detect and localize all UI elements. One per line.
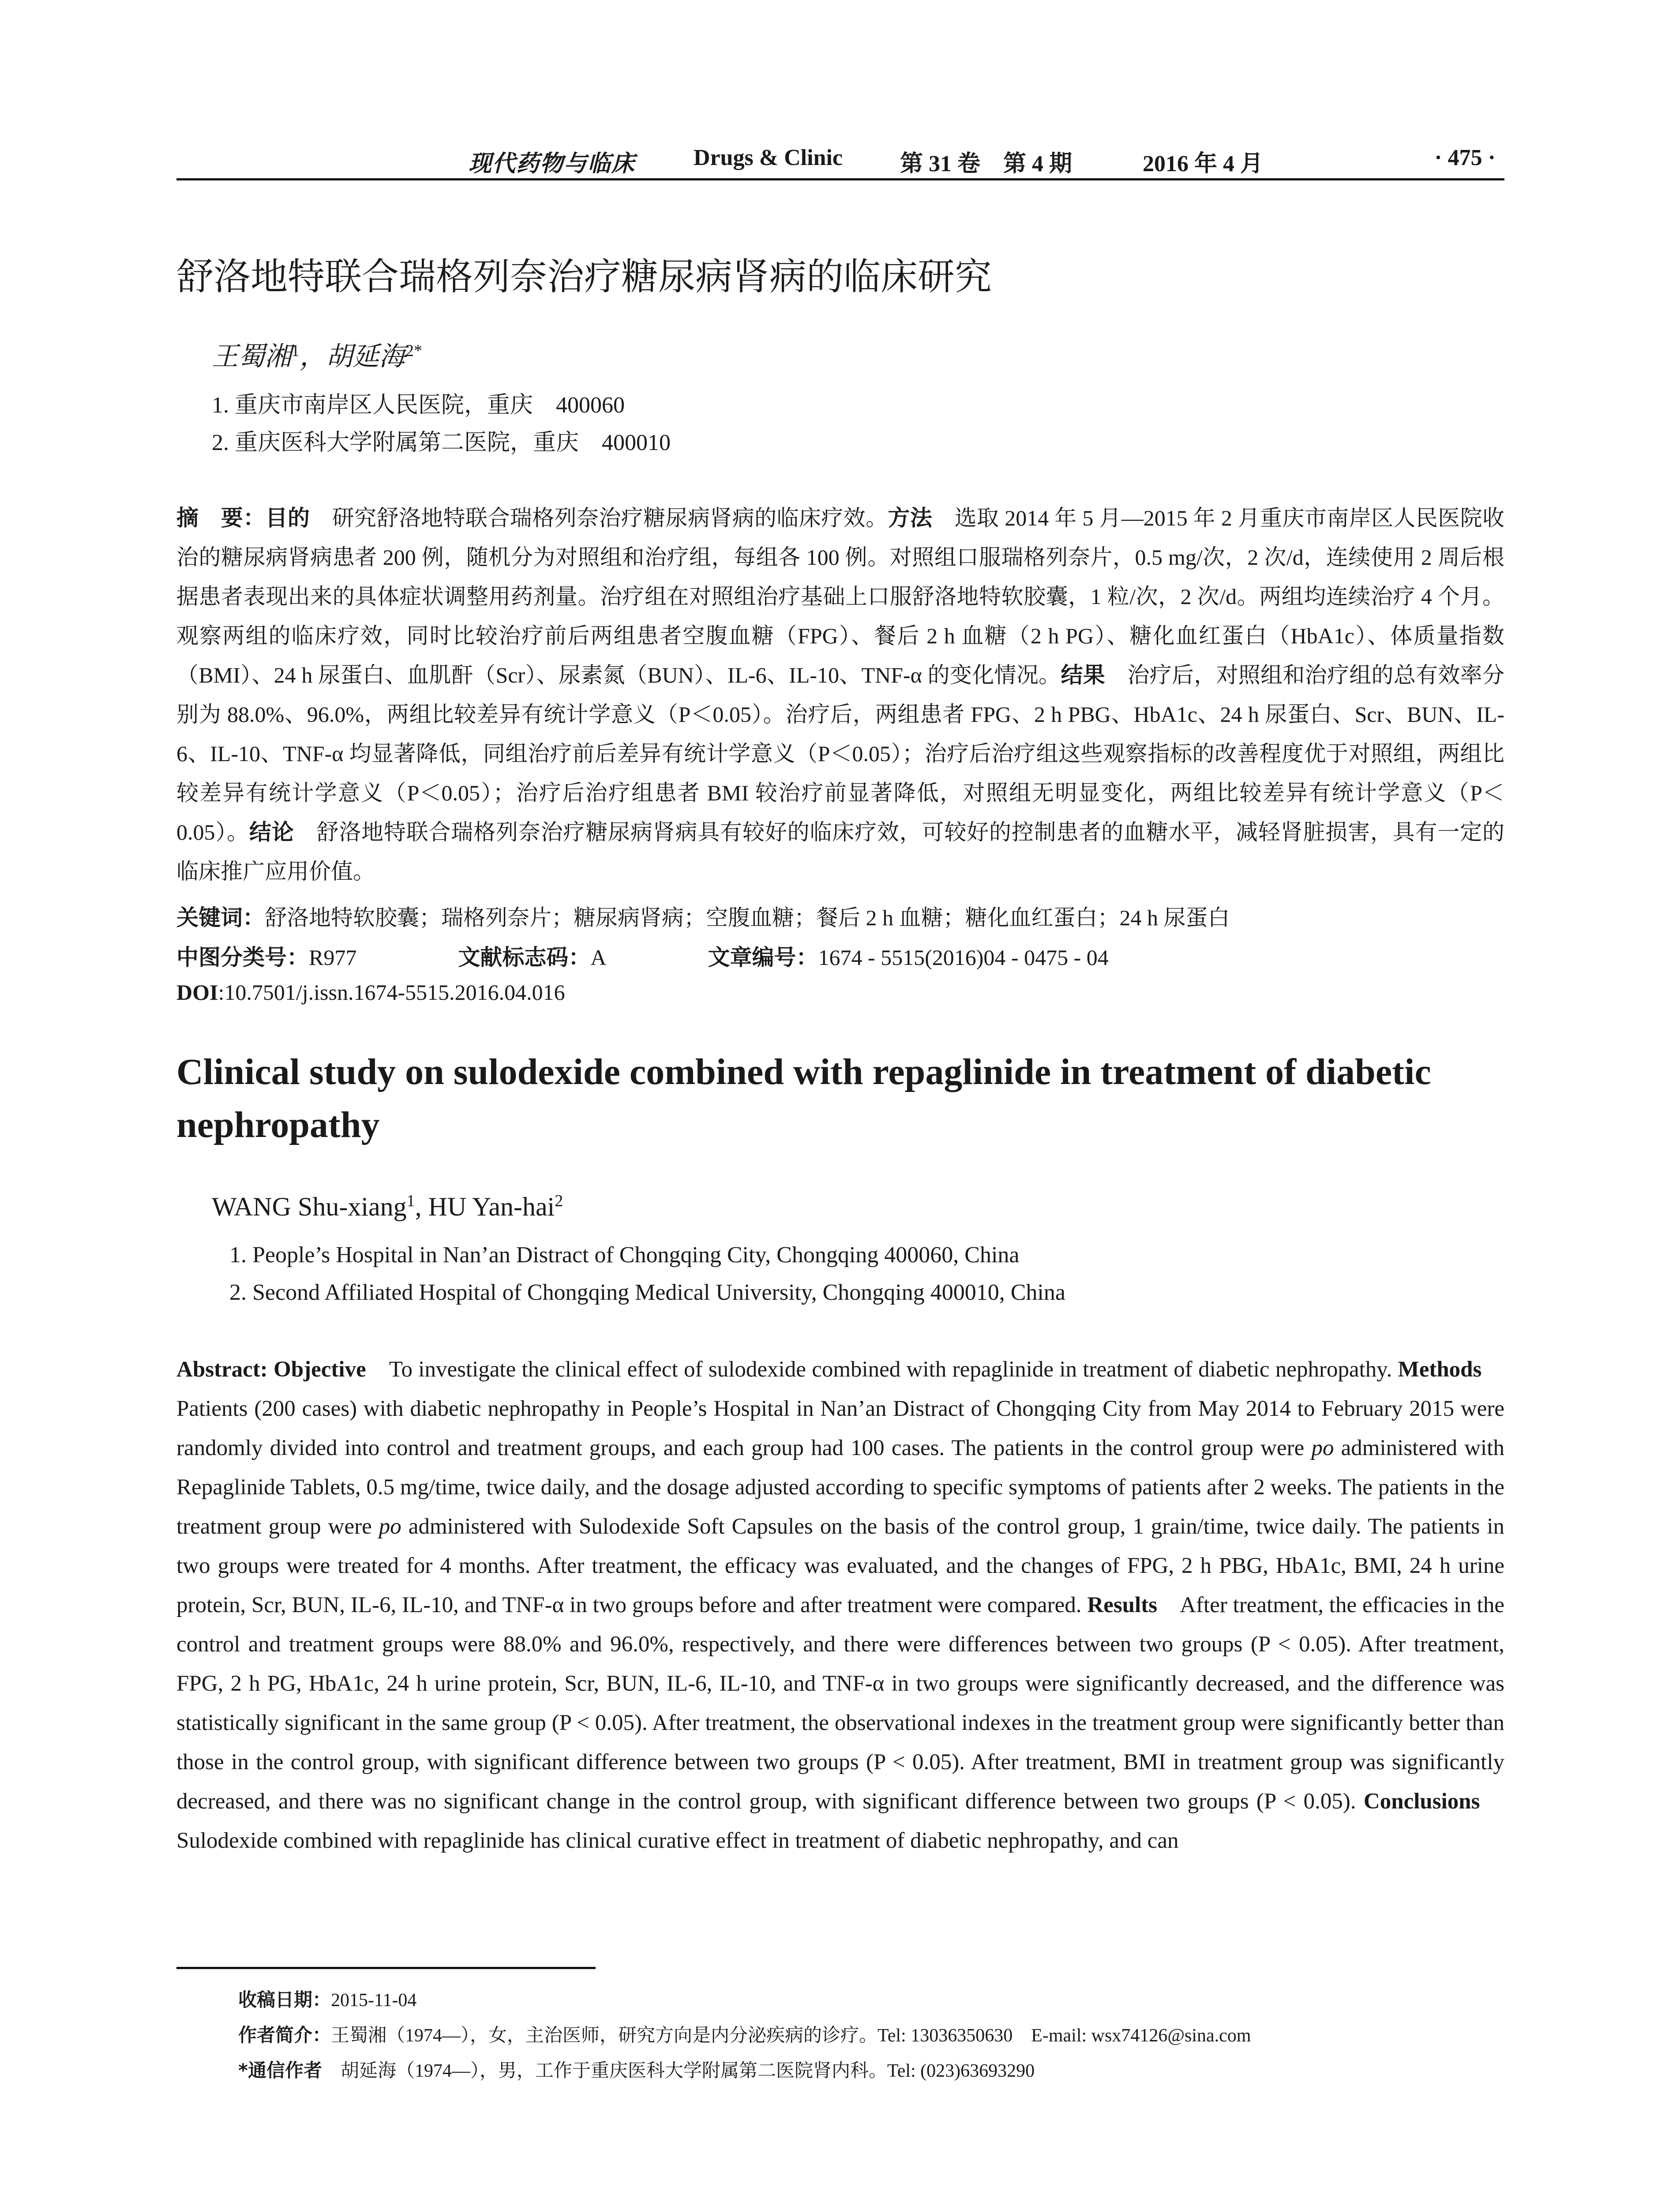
received-date: 2015-11-04 bbox=[331, 1990, 417, 2011]
doi-line bbox=[176, 979, 565, 1005]
affiliation-2-en: 2. Second Affiliated Hospital of Chongqing Medical University, Chongqing 400010, China bbox=[229, 1280, 1065, 1305]
author-separator: ， bbox=[300, 342, 326, 371]
affiliation-1-cn: 1. 重庆市南岸区人民医院，重庆 400060 bbox=[212, 393, 625, 418]
corresponding-author-label: *通信作者 bbox=[238, 2060, 322, 2081]
author-1-affiliation-mark: 1 bbox=[291, 341, 300, 360]
objective-text-cn: 研究舒洛地特联合瑞格列奈治疗糖尿病肾病的临床疗效。 bbox=[310, 506, 888, 530]
page-number: · 475 · bbox=[1434, 145, 1496, 170]
journal-name-cn: 现代药物与临床 bbox=[469, 151, 636, 176]
author-1-cn: 王蜀湘 bbox=[212, 342, 291, 371]
title-cn: 舒洛地特联合瑞格列奈治疗糖尿病肾病的临床研究 bbox=[176, 255, 992, 298]
methods-text-cn: 选取 2014 年 5 月—2015 年 2 月重庆市南岸区人民医院收治的糖尿病肾病患者 200 例，随机分为对照组和治疗组，每组各 100 例。对照组口服瑞格列奈片，0.5 mg/次，2 次/d，连续使用 2 周后根据患者表现出来的具体症状调整用药剂量。治疗组在对照组治疗基础上口服舒洛地特软胶囊，1 粒/次，2 次/d。两组均连续治疗 4 个月。观察两组的临床疗效，同时比较治疗前后两组患者空腹血糖（FPG）、餐后 2 h 血糖（2 h PG）、糖化血红蛋白（HbA1c）、体质量指数（BMI）、24 h 尿蛋白、血肌酐（Scr）、尿素氮（BUN）、IL-6、IL-10、TNF-α 的变化情况。 bbox=[176, 506, 1505, 687]
title-en: Clinical study on sulodexide combined with repaglinide in treatment of diabetic nephropathy bbox=[176, 1051, 1431, 1145]
methods-text-en-b: administered with Repaglinide Tablets, 0.5 mg/time, twice daily, and the dosage adjusted according to specific symptoms of patients after 2 weeks. The patients in the treatment group were bbox=[176, 1436, 1504, 1539]
abstract-en bbox=[176, 1350, 1504, 1861]
keywords-line bbox=[176, 900, 1230, 932]
abstract-label-cn: 摘 要： bbox=[176, 505, 266, 531]
document-code-label: 文献标志码： bbox=[458, 945, 591, 970]
methods-text-en-c: administered with Sulodexide Soft Capsules on the basis of the control group, 1 grain/time, twice daily. The patients in two groups were treated for 4 months. After treatment, the efficacy was evaluated, and the changes of FPG, 2 h PBG, HbA1c, BMI, 24 h urine protein, Scr, BUN, IL-6, IL-10, and TNF-α in two groups before and after treatment were compared. bbox=[176, 1514, 1505, 1617]
footnote-received bbox=[238, 1985, 416, 2012]
keywords-label: 关键词： bbox=[176, 905, 265, 930]
results-label-cn: 结果 bbox=[1061, 662, 1106, 688]
author-bio-label: 作者简介： bbox=[238, 2024, 331, 2046]
author-2-en: HU Yan-hai bbox=[428, 1192, 555, 1221]
running-header bbox=[176, 141, 1504, 180]
authors-cn bbox=[212, 335, 422, 373]
methods-label-cn: 方法 bbox=[888, 505, 933, 531]
results-text-cn: 治疗后，对照组和治疗组的总有效率分别为 88.0%、96.0%，两组比较差异有统计学意义（P＜0.05）。治疗后，两组患者 FPG、2 h PBG、HbA1c、24 h 尿蛋白、Scr、BUN、IL-6、IL-10、TNF-α 均显著降低，同组治疗前后差异有统计学意义（P＜0.05）；治疗后治疗组这些观察指标的改善程度优于对照组，两组比较差异有统计学意义（P＜0.05）；治疗后治疗组患者 BMI 较治疗前显著降低，对照组无明显变化，两组比较差异有统计学意义（P＜0.05）。 bbox=[176, 663, 1505, 844]
author-2-cn: 胡延海 bbox=[326, 342, 405, 371]
abstract-objective-label-en: Abstract: Objective bbox=[176, 1357, 366, 1382]
abstract-cn bbox=[176, 499, 1504, 891]
doi-value: :10.7501/j.issn.1674-5515.2016.04.016 bbox=[218, 980, 565, 1005]
article-number-label: 文章编号： bbox=[708, 945, 818, 970]
conclusion-label-cn: 结论 bbox=[249, 819, 294, 845]
corresponding-author-text: 胡延海（1974—），男，工作于重庆医科大学附属第二医院肾内科。Tel: (023)63693290 bbox=[322, 2061, 1035, 2081]
author-2-en-affiliation-mark: 2 bbox=[555, 1192, 563, 1210]
authors-en bbox=[212, 1191, 563, 1222]
article-number-value: 1674 - 5515(2016)04 - 0475 - 04 bbox=[818, 945, 1109, 970]
objective-label-cn: 目的 bbox=[265, 505, 310, 531]
methods-label-en: Methods bbox=[1398, 1357, 1482, 1382]
po-term-1: po bbox=[1311, 1436, 1334, 1460]
results-label-en: Results bbox=[1087, 1593, 1158, 1617]
conclusions-label-en: Conclusions bbox=[1363, 1789, 1480, 1814]
clc-label: 中图分类号： bbox=[176, 945, 309, 970]
volume-issue: 第 31 卷 第 4 期 bbox=[900, 151, 1072, 176]
doi-label: DOI bbox=[176, 980, 218, 1005]
issue-date: 2016 年 4 月 bbox=[1143, 151, 1264, 176]
keywords-text: 舒洛地特软胶囊；瑞格列奈片；糖尿病肾病；空腹血糖；餐后 2 h 血糖；糖化血红蛋白；24 h 尿蛋白 bbox=[265, 905, 1230, 930]
results-text-en: After treatment, the efficacies in the control and treatment groups were 88.0% and 96.0%, respectively, and there were differences between two groups (P < 0.05). After treatment, FPG, 2 h PG, HbA1c, 24 h urine protein, Scr, BUN, IL-6, IL-10, and TNF-α in two groups were significantly decreased, and the difference was statistically significant in the same group (P < 0.05). After treatment, the observational indexes in the treatment group were significantly better than those in the control group, with significant difference between two groups (P < 0.05). After treatment, BMI in treatment group was significantly decreased, and there was no significant change in the control group, with significant difference between two groups (P < 0.05). bbox=[176, 1593, 1504, 1814]
footnote-corresponding-author bbox=[238, 2056, 1035, 2082]
classification-line bbox=[176, 940, 1109, 972]
conclusion-text-cn: 舒洛地特联合瑞格列奈治疗糖尿病肾病具有较好的临床疗效，可较好的控制患者的血糖水平，减轻肾脏损害，具有一定的临床推广应用价值。 bbox=[176, 820, 1505, 884]
document-code-value: A bbox=[590, 945, 607, 970]
journal-name-en: Drugs & Clinic bbox=[694, 145, 843, 170]
methods-text-en-a: Patients (200 cases) with diabetic nephropathy in People’s Hospital in Nan’an Distract of Chongqing City from May 2014 to February 2015 were randomly divided into control and treatment groups, and each group had 100 cases. The patients in the control group were bbox=[176, 1357, 1504, 1460]
author-separator-en: , bbox=[415, 1192, 428, 1221]
footnote-author-bio bbox=[238, 2021, 1251, 2047]
conclusions-text-en: Sulodexide combined with repaglinide has clinical curative effect in treatment of diabetic nephropathy, and can bbox=[176, 1789, 1504, 1853]
author-2-affiliation-mark: 2* bbox=[405, 341, 422, 360]
affiliation-1-en: 1. People’s Hospital in Nan’an Distract of Chongqing City, Chongqing 400060, China bbox=[229, 1242, 1020, 1268]
author-bio-text: 王蜀湘（1974—），女，主治医师，研究方向是内分泌疾病的诊疗。Tel: 13036350630 E-mail: wsx74126@sina.com bbox=[331, 2026, 1251, 2046]
author-1-en-affiliation-mark: 1 bbox=[406, 1192, 415, 1210]
clc-value: R977 bbox=[309, 945, 357, 970]
footnote-divider bbox=[176, 1967, 596, 1969]
received-label: 收稿日期： bbox=[238, 1989, 331, 2011]
affiliation-2-cn: 2. 重庆医科大学附属第二医院，重庆 400010 bbox=[212, 430, 671, 455]
po-term-2: po bbox=[379, 1514, 401, 1539]
author-1-en: WANG Shu-xiang bbox=[212, 1192, 407, 1221]
objective-text-en: To investigate the clinical effect of sulodexide combined with repaglinide in treatment of diabetic nephropathy. bbox=[366, 1357, 1398, 1382]
